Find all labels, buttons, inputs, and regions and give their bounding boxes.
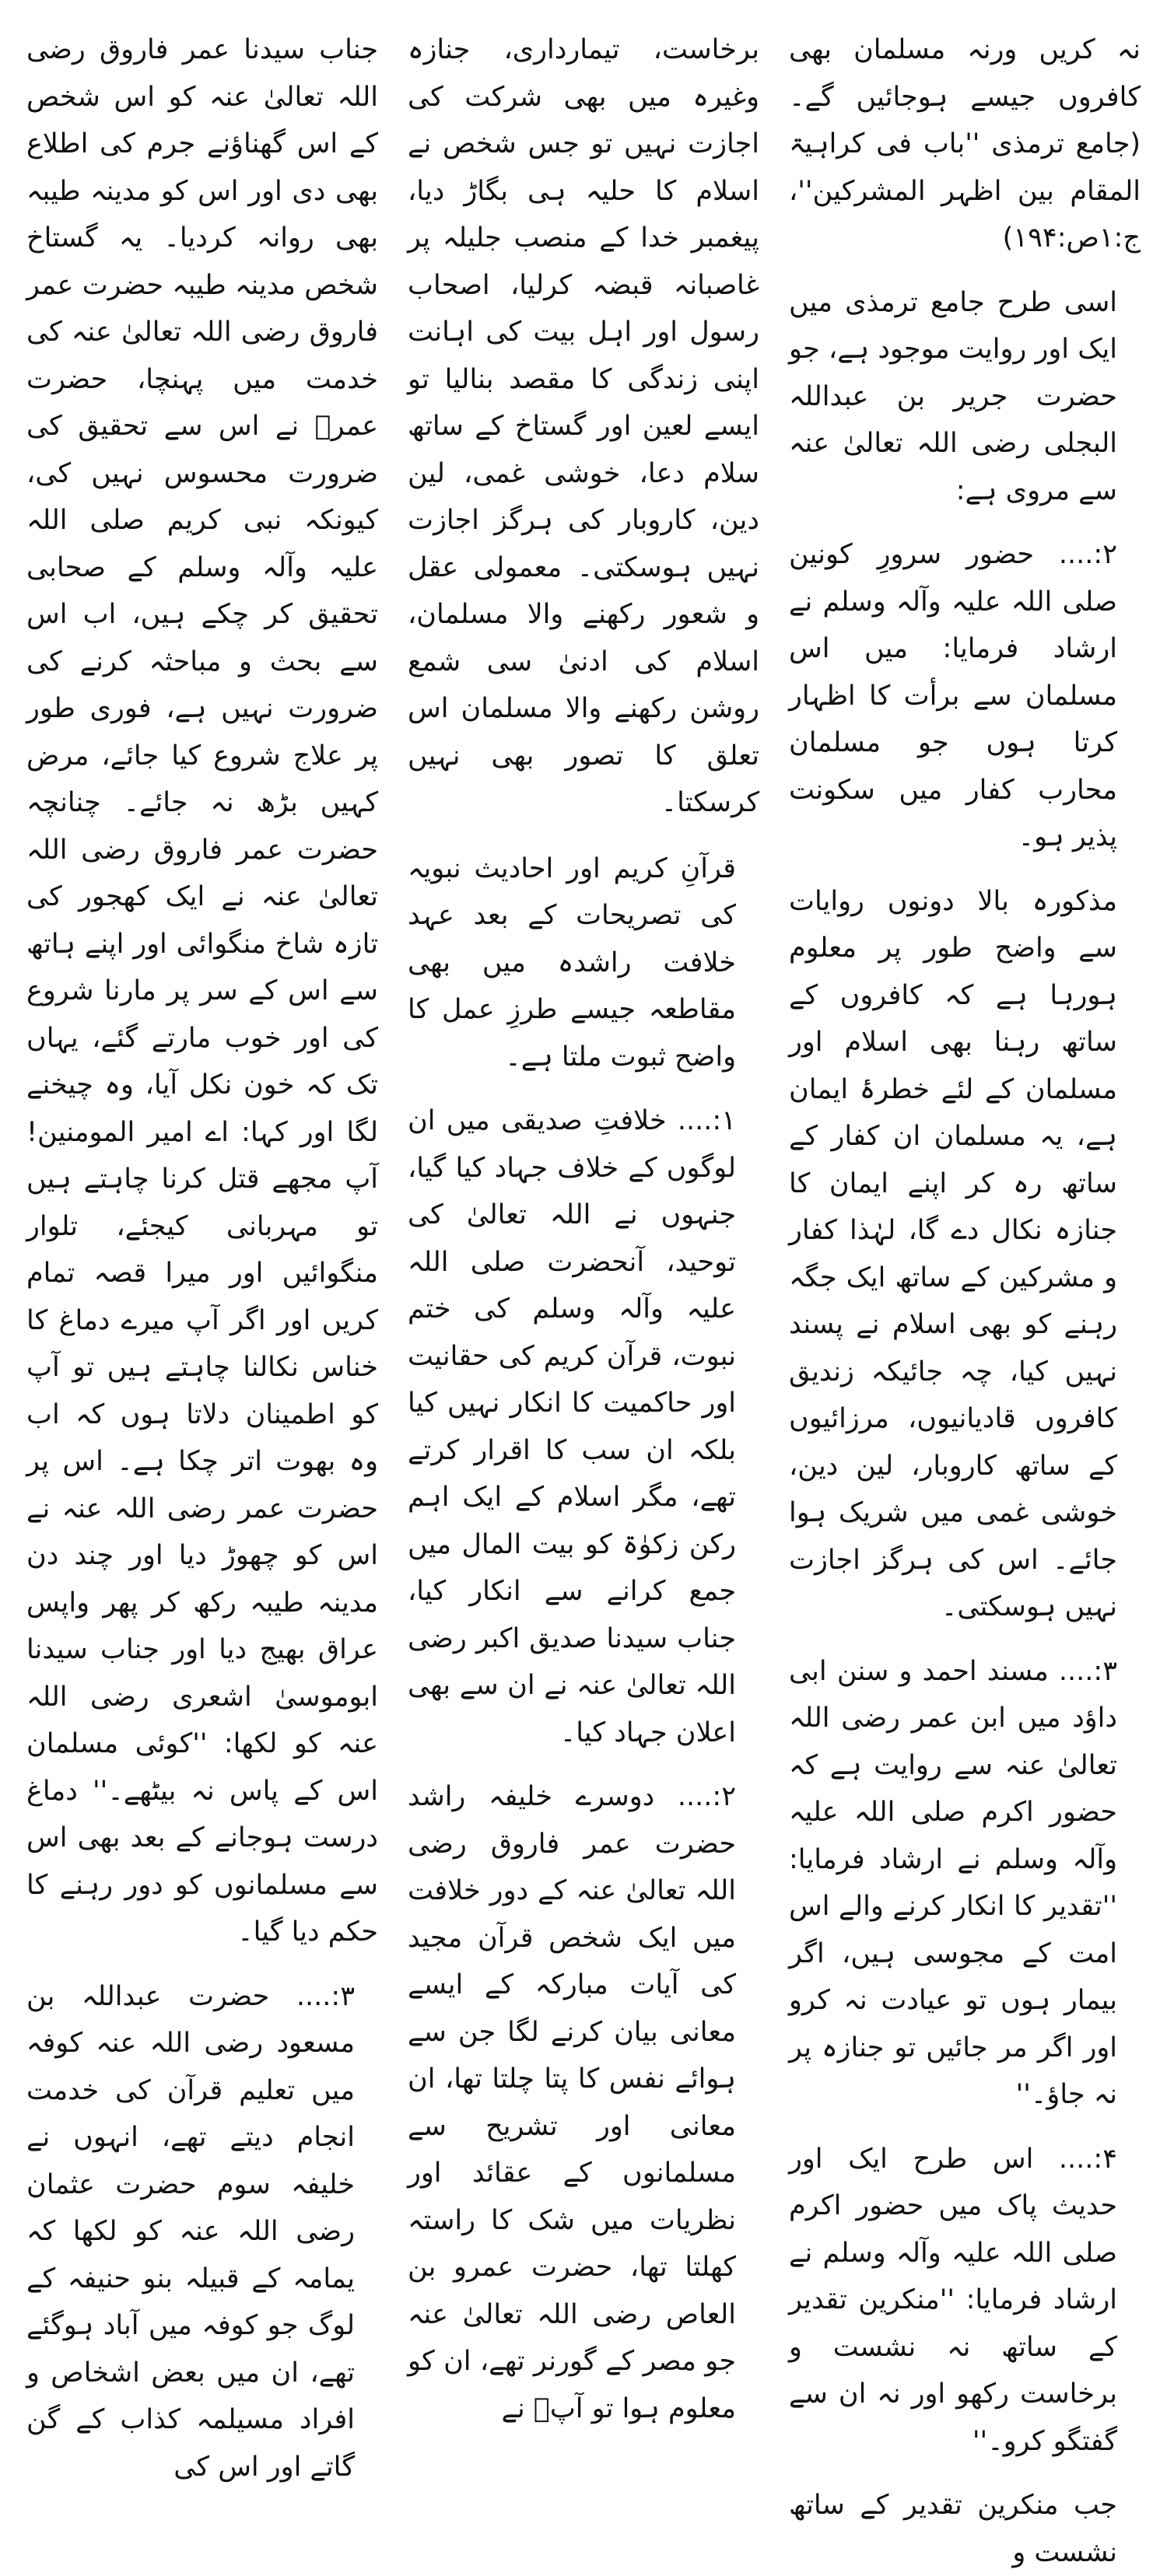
hadith-paragraph: ۲:.... حضور سرورِ کونین صلی اللہ علیہ وآلہ وسلم نے ارشاد فرمایا: میں اس مسلمان سے برأت کا اظہار کرتا ہوں جو مسلمان محارب کفار میں سکونت پذیر ہو۔ — [789, 539, 1117, 852]
numbered-paragraph: ۲:.... دوسرے خلیفہ راشد حضرت عمر فاروق رضی اللہ تعالیٰ عنہ کے دور خلافت میں ایک شخص قرآن مجید کی آیات مبارکہ کے ایسے معانی بیان کرنے لگا جن سے ہوائے نفس کا پتا چلتا تھا، ان معانی اور تشریح سے مسلمانوں کے عقائد اور نظریات میں شک کا راستہ کھلتا تھا، حضرت عمرو بن العاص رضی اللہ تعالیٰ عنہ جو مصر کے گورنر تھے، ان کو معلوم ہوا تو آپؓ نے — [408, 1781, 736, 2424]
text-column-right — [789, 26, 1141, 2568]
numbered-paragraph: ۳:.... حضرت عبداللہ بن مسعود رضی اللہ عنہ کوفہ میں تعلیم قرآن کی خدمت انجام دیتے تھے، انہوں نے خلیفہ سوم حضرت عثمان رضی اللہ عنہ کو لکھا کہ یمامہ کے قبیلہ بنو حنیفہ کے لوگ جو کوفہ میں آباد ہوگئے تھے، ان میں بعض اشخاص و افراد مسیلمہ کذاب کے گن گاتے اور اس کی — [26, 1980, 355, 2483]
paragraph: اسی طرح جامع ترمذی میں ایک اور روایت موجود ہے، جو حضرت جریر بن عبداللہ البجلی رضی اللہ تعالیٰ عنہ سے مروی ہے: — [789, 286, 1117, 506]
paragraph: جب منکرین تقدیر کے ساتھ نشست و — [789, 2490, 1117, 2568]
text-column-left — [26, 26, 378, 2483]
hadith-paragraph: ۴:.... اس طرح ایک اور حدیث پاک میں حضور اکرم صلی اللہ علیہ وآلہ وسلم نے ارشاد فرمایا: ''منکرین تقدیر کے ساتھ نہ نشست و برخاست رکھو اور نہ ان سے گفتگو کرو۔'' — [789, 2143, 1117, 2457]
paragraph: جناب سیدنا عمر فاروق رضی اللہ تعالیٰ عنہ کو اس شخص کے اس گھناؤنے جرم کی اطلاع بھی دی اور اس کو مدینہ طیبہ بھی روانہ کردیا۔ یہ گستاخ شخص مدینہ طیبہ حضرت عمر فاروق رضی اللہ تعالیٰ عنہ کی خدمت میں پہنچا، حضرت عمرؓ نے اس سے تحقیق کی ضرورت محسوس نہیں کی، کیونکہ نبی کریم صلی اللہ علیہ وآلہ وسلم کے صحابی تحقیق کر چکے ہیں، اب اس سے بحث و مباحثہ کرنے کی ضرورت نہیں ہے، فوری طور پر علاج شروع کیا جائے، مرض کہیں بڑھ نہ جائے۔ چنانچہ حضرت عمر فاروق رضی اللہ تعالیٰ عنہ نے ایک کھجور کی تازہ شاخ منگوائی اور اپنے ہاتھ سے اس کے سر پر مارنا شروع کی اور خوب مارتے گئے، یہاں تک کہ خون نکل آیا، وہ چیخنے لگا اور کہا: اے امیر المومنین! آپ مجھے قتل کرنا چاہتے ہیں تو مہربانی کیجئے، تلوار منگوائیں اور میرا قصہ تمام کریں اور اگر آپ میرے دماغ کا خناس نکالنا چاہتے ہیں تو آپ کو اطمینان دلاتا ہوں کہ اب وہ بھوت اتر چکا ہے۔ اس پر حضرت عمر رضی اللہ عنہ نے اس کو چھوڑ دیا اور چند دن مدینہ طیبہ رکھ کر پھر واپس عراق بھیج دیا اور جناب سیدنا ابوموسیٰ اشعری رضی اللہ عنہ کو لکھا: ''کوئی مسلمان اس کے پاس نہ بیٹھے۔'' دماغ درست ہوجانے کے بعد بھی اس سے مسلمانوں کو دور رہنے کا حکم دیا گیا۔ — [26, 34, 378, 1948]
numbered-paragraph: ۱:.... خلافتِ صدیقی میں ان لوگوں کے خلاف جہاد کیا گیا، جنہوں نے اللہ تعالیٰ کی توحید، آنحضرت صلی اللہ علیہ وآلہ وسلم کی ختم نبوت، قرآن کریم کی حقانیت اور حاکمیت کا انکار نہیں کیا بلکہ ان سب کا اقرار کرتے تھے، مگر اسلام کے ایک اہم رکن زکوٰۃ کو بیت المال میں جمع کرانے سے انکار کیا، جناب سیدنا صدیق اکبر رضی اللہ تعالیٰ عنہ نے ان سے بھی اعلان جہاد کیا۔ — [408, 1105, 736, 1748]
hadith-paragraph: ۳:.... مسند احمد و سنن ابی داؤد میں ابن عمر رضی اللہ تعالیٰ عنہ سے روایت ہے کہ حضور اکرم صلی اللہ علیہ وآلہ وسلم نے ارشاد فرمایا: ''تقدیر کا انکار کرنے والے اس امت کے مجوسی ہیں، اگر بیمار ہوں تو عیادت نہ کرو اور اگر مر جائیں تو جنازہ پر نہ جاؤ۔'' — [789, 1655, 1117, 2110]
paragraph: قرآنِ کریم اور احادیث نبویہ کی تصریحات کے بعد عہد خلافت راشدہ میں بھی مقاطعہ جیسے طرزِ عمل کا واضح ثبوت ملتا ہے۔ — [408, 852, 736, 1073]
paragraph: نہ کریں ورنہ مسلمان بھی کافروں جیسے ہوجائیں گے۔ (جامع ترمذی ''باب فی کراہیۃ المقام بین اظہر المشرکین''، ج:۱ص:۱۹۴) — [789, 34, 1141, 254]
text-column-middle — [408, 26, 759, 2424]
paragraph: برخاست، تیمارداری، جنازہ وغیرہ میں بھی شرکت کی اجازت نہیں تو جس شخص نے اسلام کا حلیہ ہی بگاڑ دیا، پیغمبر خدا کے منصب جلیلہ پر غاصبانہ قبضہ کرلیا، اصحاب رسول اور اہل بیت کی اہانت اپنی زندگی کا مقصد بنالیا تو ایسے لعین اور گستاخ کے ساتھ سلام دعا، خوشی غمی، لین دین، کاروبار کی ہرگز اجازت نہیں ہوسکتی۔ معمولی عقل و شعور رکھنے والا مسلمان، اسلام کی ادنیٰ سی شمع روشن رکھنے والا مسلمان اس تعلق کا تصور بھی نہیں کرسکتا۔ — [408, 34, 759, 818]
paragraph: مذکورہ بالا دونوں روایات سے واضح طور پر معلوم ہورہا ہے کہ کافروں کے ساتھ رہنا بھی اسلام اور مسلمان کے لئے خطرۂ ایمان ہے، یہ مسلمان ان کفار کے ساتھ رہ کر اپنے ایمان کا جنازہ نکال دے گا، لہٰذا کفار و مشرکین کے ساتھ ایک جگہ رہنے کو بھی اسلام نے پسند نہیں کیا، چہ جائیکہ زندیق کافروں قادیانیوں، مرزائیوں کے ساتھ کاروبار، لین دین، خوشی غمی میں شریک ہوا جائے۔ اس کی ہرگز اجازت نہیں ہوسکتی۔ — [789, 885, 1117, 1622]
